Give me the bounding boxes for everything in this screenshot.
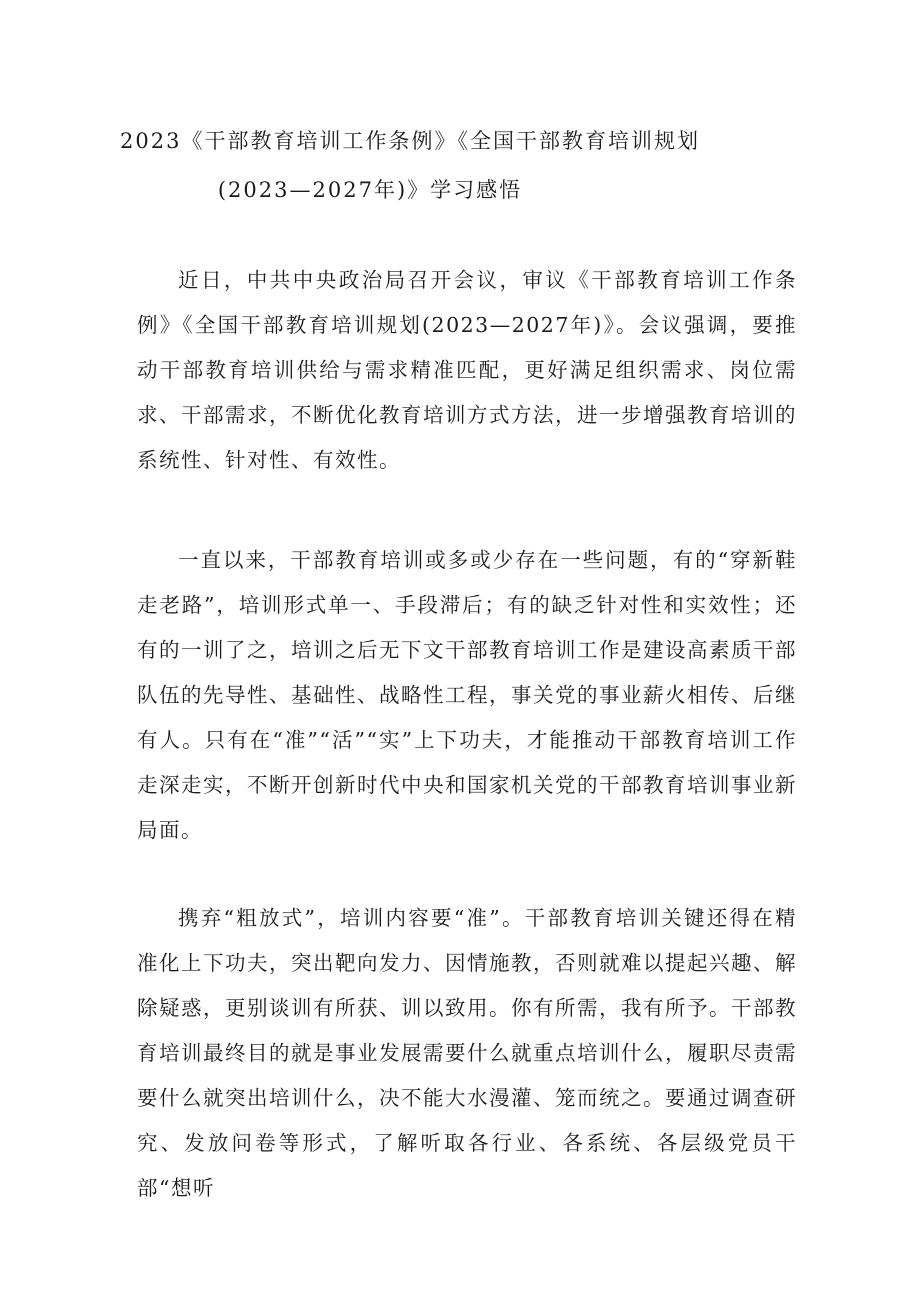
paragraph-1: 近日，中共中央政治局召开会议，审议《干部教育培训工作条例》《全国干部教育培训规划(2023—2027年)》。会议强调，要推动干部教育培训供给与需求精准匹配，更好满足组织需求、岗位需求、干部需求，不断优化教育培训方式方法，进一步增强教育培训的系统性、针对性、有效性。 xyxy=(137,268,797,472)
paragraph-2: 一直以来，干部教育培训或多或少存在一些问题，有的“穿新鞋走老路”，培训形式单一、手段滞后；有的缺乏针对性和实效性；还有的一训了之，培训之后无下文干部教育培训工作是建设高素质干部队伍的先导性、基础性、战略性工程，事关党的事业薪火相传、后继有人。只有在“准”“活”“实”上下功夫，才能推动干部教育培训工作走深走实，不断开创新时代中央和国家机关党的干部教育培训事业新局面。 xyxy=(137,548,797,842)
paragraph-3: 携弃“粗放式”，培训内容要“准”。干部教育培训关键还得在精准化上下功夫，突出靶向发力、因情施教，否则就难以提起兴趣、解除疑惑，更别谈训有所获、训以致用。你有所需，我有所予。干部教育培训最终目的就是事业发展需要什么就重点培训什么，履职尽责需要什么就突出培训什么，决不能大水漫灌、笼而统之。要通过调查研究、发放问卷等形式，了解听取各行业、各系统、各层级党员干部“想听 xyxy=(137,906,797,1200)
document-title-line-2: (2023—2027年)》学习感悟 xyxy=(217,178,523,202)
document-title-line-1: 2023《干部教育培训工作条例》《全国干部教育培训规划 xyxy=(120,129,700,153)
